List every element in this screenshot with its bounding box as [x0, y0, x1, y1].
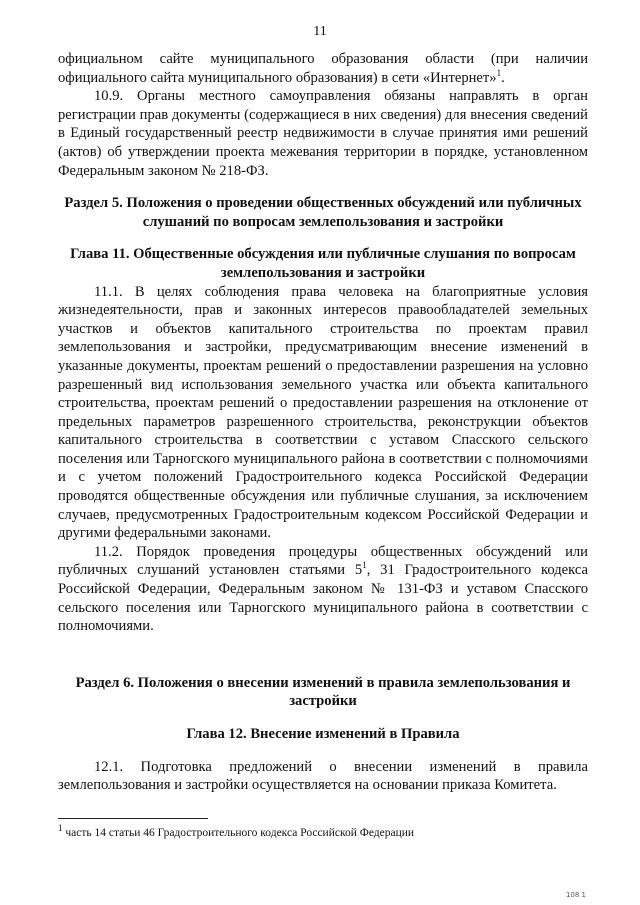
footnote-text: часть 14 статьи 46 Градостроительного кодекса Российской Федерации — [65, 827, 415, 839]
paragraph-continuation: официальном сайте муниципального образования области (при наличии официального сайта муниципального образования) в сети «Интернет»$^1$. — [58, 51, 588, 86]
document-body — [58, 50, 588, 795]
article-superscript: 1 — [362, 560, 367, 571]
paragraph-11-2 — [58, 543, 588, 636]
chapter-12-heading: Глава 12. Внесение изменений в Правила — [186, 726, 460, 742]
paragraph-11-2-text-end: , 31 Градостроительного кодекса Российской Федерации, Федеральным законом № 131-ФЗ и уставом Спасского сельского поселения или Тарногского муниципального района в соответствии с полномочиями. — [58, 562, 588, 635]
paragraph-12-1: 12.1. Подготовка предложений о внесении изменений в правила землепользования и застройки осуществляется на основании приказа Комитета. — [58, 758, 588, 794]
footnote-divider — [58, 818, 208, 819]
section-6-heading: Раздел 6. Положения о внесении изменений в правила землепользования и застройки — [75, 674, 571, 710]
footnote-reference: 1 — [496, 67, 502, 78]
corner-mark: 108 1 — [565, 891, 586, 899]
page-number: 11 — [313, 24, 327, 39]
paragraph-10-9: 10.9. Органы местного самоуправления обязаны направлять в орган регистрации прав документы (содержащиеся в них сведения) для внесения сведений в Единый государственный реестр недвижимости в случае принятия ими решений (актов) об утверждении проекта межевания территории в порядке, установленном Федеральным законом № 218-ФЗ. — [58, 88, 588, 179]
section-5-heading: Раздел 5. Положения о проведении общественных обсуждений или публичных слушаний по вопросам землепользования и застройки — [64, 195, 582, 230]
chapter-11-heading: Глава 11. Общественные обсуждения или публичные слушания по вопросам землепользования и застройки — [70, 246, 576, 281]
footnote-number: 1 — [58, 823, 63, 834]
paragraph-11-2-text-start: 11.2. Порядок проведения процедуры общественных обсуждений или публичных слушаний установлен статьями 5 — [58, 543, 588, 579]
footnote — [58, 823, 598, 840]
paragraph-11-1: 11.1. В целях соблюдения права человека на благоприятные условия жизнедеятельности, прав и законных интересов правообладателей земельных участков и объектов капитального строительства по проектам правил землепользования и застройки, предусматривающим внесение изменений в указанные документы, проектам решений о предоставлении разрешения на условно разрешенный вид использования земельного участка или объекта капитального строительства, проектам решений о предоставлении разрешения на отклонение от предельных параметров разрешенного строительства, реконструкции объектов капитального строительства в соответствии с уставом Спасского сельского поселения или Тарногского муниципального района в соответствии с полномочиями и с учетом положений Градостроительного кодекса Российской Федерации проводятся общественные обсуждения или публичные слушания, за исключением случаев, предусмотренных Градостроительным кодексом Российской Федерации и другими федеральными законами. — [58, 283, 588, 542]
paragraph-continuation-text: официальном сайте муниципального образования области (при наличии официального сайта муниципального образования) в сети «Интернет» — [58, 51, 588, 86]
